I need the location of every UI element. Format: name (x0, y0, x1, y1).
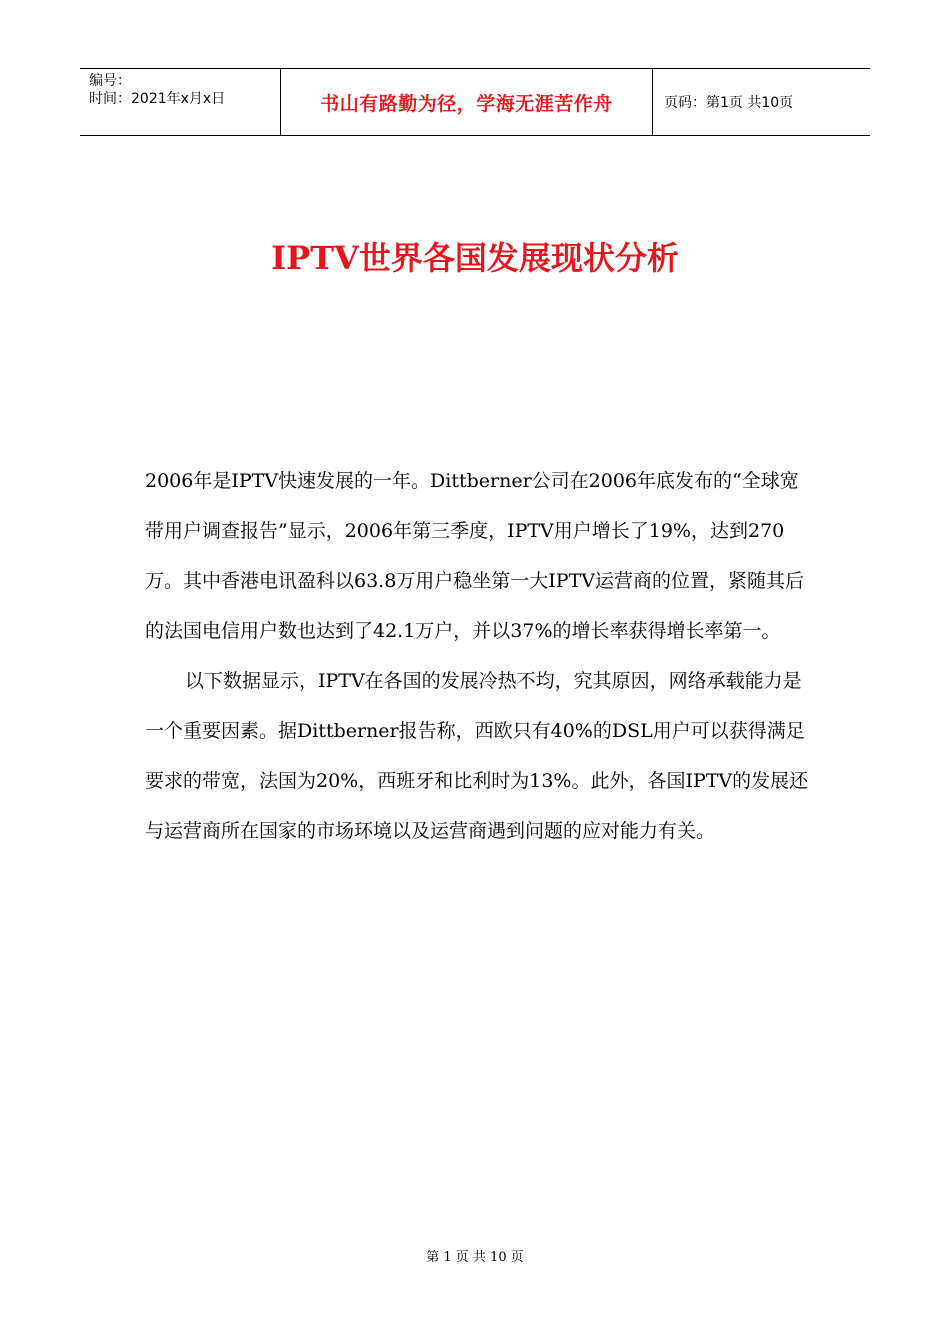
document-time-label: 时间：2021年x月x日 (89, 91, 226, 107)
header-page-info: 页码：第1页 共10页 (664, 95, 794, 111)
header-motto: 书山有路勤为径，学海无涯苦作舟 (320, 92, 613, 115)
header-page-cell (653, 69, 870, 135)
paragraph-1: 2006年是IPTV快速发展的一年。Dittberner公司在2006年底发布的“全球宽带用户调查报告”显示，2006年第三季度，IPTV用户增长了19%，达到270万。其中香港电讯盈科以63.8万用户稳坐第一大IPTV运营商的位置，紧随其后的法国电信用户数也达到了42.1万户，并以37%的增长率获得增长率第一。 (145, 470, 804, 642)
paragraph-2: 以下数据显示，IPTV在各国的发展冷热不均，究其原因，网络承载能力是一个重要因素。据Dittberner报告称，西欧只有40%的DSL用户可以获得满足要求的带宽，法国为20%，西班牙和比利时为13%。此外，各国IPTV的发展还与运营商所在国家的市场环境以及运营商遇到问题的应对能力有关。 (145, 670, 809, 842)
header-table (80, 68, 870, 136)
page-footer: 第 1 页 共 10 页 (426, 1250, 524, 1265)
document-body (145, 456, 813, 856)
header-meta-cell (80, 69, 281, 135)
document-number-label: 编号： (89, 73, 131, 89)
document-title: IPTV世界各国发展现状分析 (271, 239, 679, 277)
header-motto-cell (281, 69, 653, 135)
